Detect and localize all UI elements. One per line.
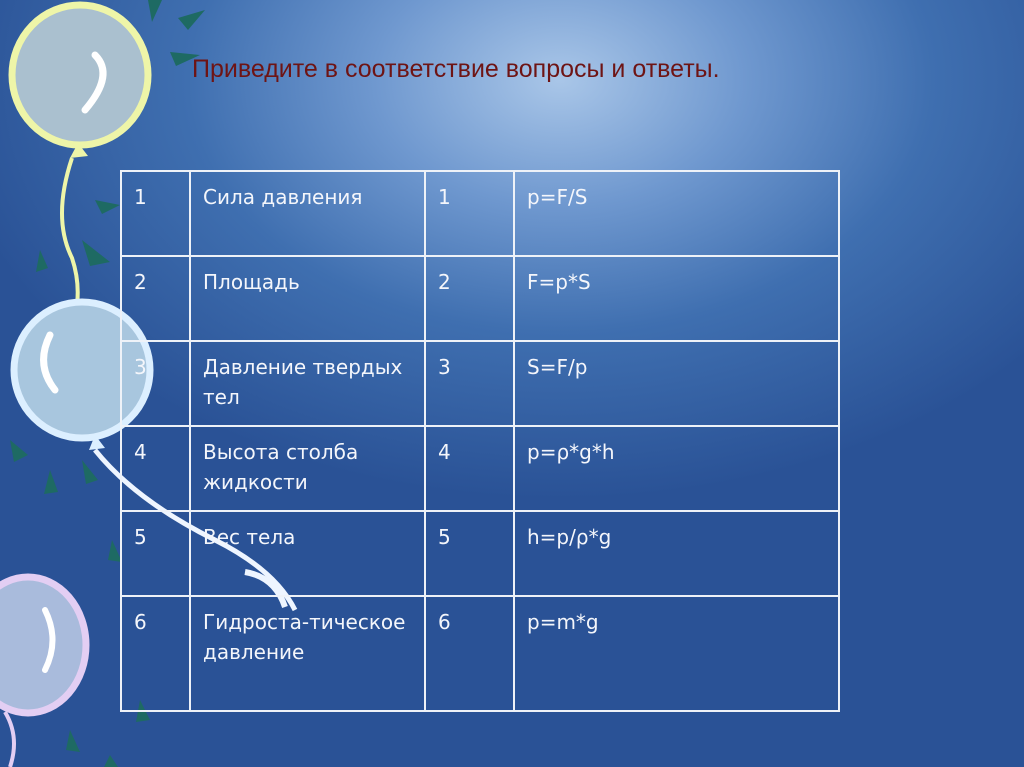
answer-number: 5 xyxy=(425,511,514,596)
answer-number: 3 xyxy=(425,341,514,426)
answer-number: 4 xyxy=(425,426,514,511)
table-row xyxy=(121,171,839,256)
table-row xyxy=(121,341,839,426)
question-number: 6 xyxy=(121,596,190,711)
answer-cell: S=F/p xyxy=(514,341,839,426)
question-cell: Сила давления xyxy=(190,171,425,256)
question-cell: Гидроста-тическое давление xyxy=(190,596,425,711)
slide-title: Приведите в соответствие вопросы и ответы. xyxy=(192,55,720,83)
answer-cell: p=m*g xyxy=(514,596,839,711)
table-row xyxy=(121,596,839,711)
question-cell: Вес тела xyxy=(190,511,425,596)
question-cell: Давление твердых тел xyxy=(190,341,425,426)
answer-number: 2 xyxy=(425,256,514,341)
question-number: 2 xyxy=(121,256,190,341)
table-row xyxy=(121,426,839,511)
question-cell: Площадь xyxy=(190,256,425,341)
answer-cell: h=p/ρ*g xyxy=(514,511,839,596)
question-number: 3 xyxy=(121,341,190,426)
answer-number: 6 xyxy=(425,596,514,711)
answer-cell: p=ρ*g*h xyxy=(514,426,839,511)
question-number: 5 xyxy=(121,511,190,596)
answer-cell: F=p*S xyxy=(514,256,839,341)
answer-number: 1 xyxy=(425,171,514,256)
question-number: 4 xyxy=(121,426,190,511)
match-table xyxy=(120,170,840,712)
question-number: 1 xyxy=(121,171,190,256)
table-row xyxy=(121,511,839,596)
answer-cell: p=F/S xyxy=(514,171,839,256)
table-row xyxy=(121,256,839,341)
question-cell: Высота столба жидкости xyxy=(190,426,425,511)
